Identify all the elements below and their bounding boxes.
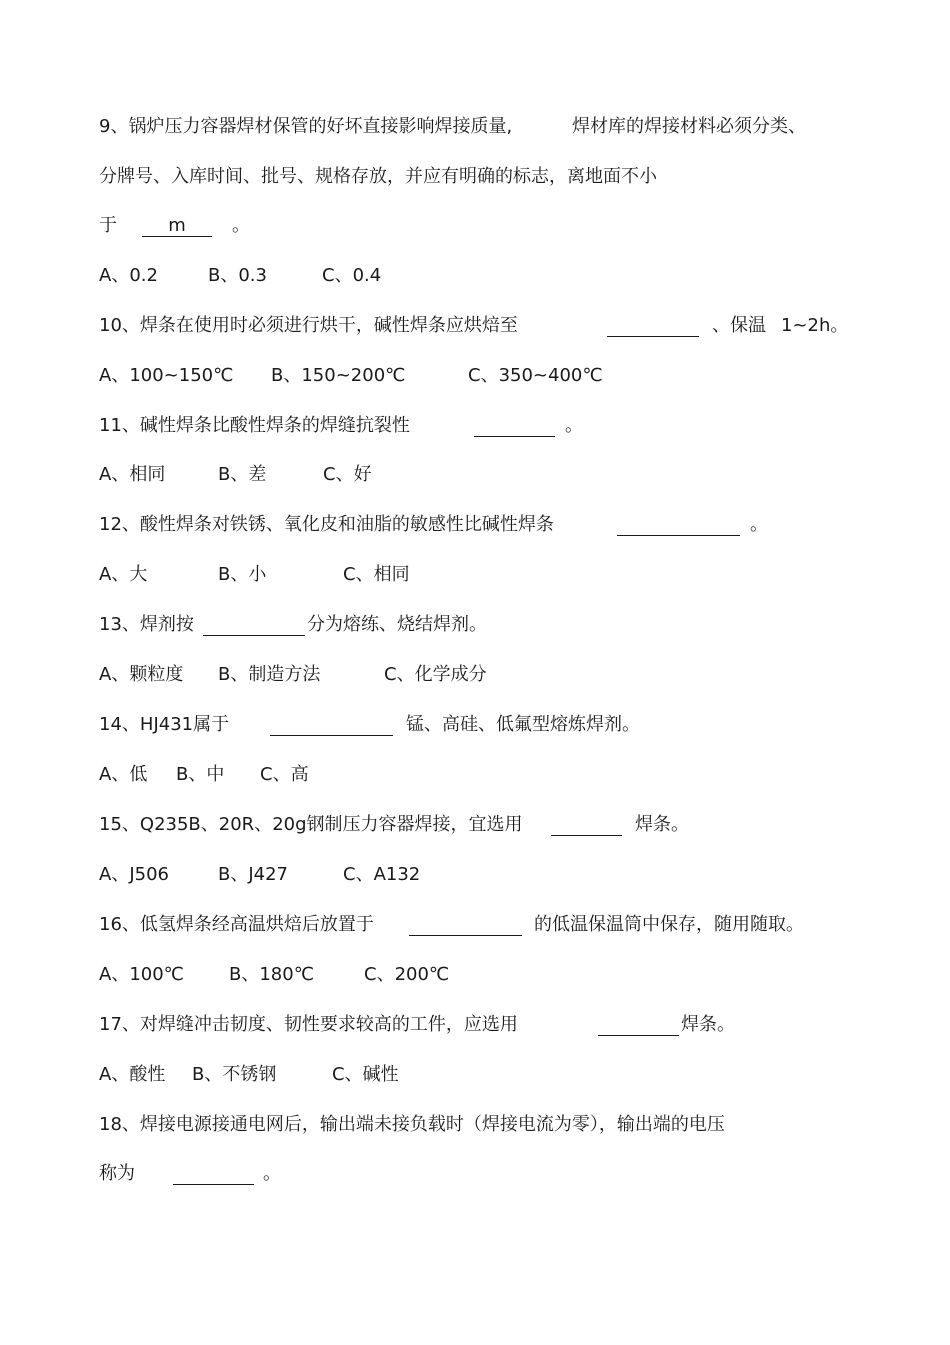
question-15-option-b: B、J427 [218, 864, 289, 885]
question-15-stem-end: 焊条。 [635, 814, 689, 835]
question-18-stem-line-2-end: 。 [263, 1163, 281, 1184]
question-9-option-c: C、0.4 [322, 265, 382, 286]
question-15-option-a: A、J506 [99, 864, 169, 885]
question-14-answer-blank[interactable] [270, 713, 393, 736]
question-17-option-a: A、酸性 [99, 1064, 166, 1085]
question-9-stem-part-1: 9、锅炉压力容器焊材保管的好坏直接影响焊接质量, [99, 116, 513, 137]
question-11-option-c: C、好 [323, 464, 372, 485]
question-11-stem-end: 。 [565, 415, 583, 436]
question-9-option-b: B、0.3 [208, 265, 267, 286]
question-9-option-a: A、0.2 [99, 265, 158, 286]
question-12-option-b: B、小 [218, 564, 267, 585]
question-11-stem-start: 11、碱性焊条比酸性焊条的焊缝抗裂性 [99, 415, 410, 436]
question-13-stem-start: 13、焊剂按 [99, 614, 194, 635]
question-16-stem-end: 的低温保温筒中保存，随用随取。 [534, 914, 804, 935]
question-9-answer-blank[interactable]: m [142, 214, 212, 237]
question-16-option-a: A、100℃ [99, 964, 184, 985]
question-17-stem-start: 17、对焊缝冲击韧度、韧性要求较高的工件，应选用 [99, 1014, 518, 1035]
question-14-stem-end: 锰、高硅、低氟型熔炼焊剂。 [406, 714, 640, 735]
question-9-stem-part-2: 焊材库的焊接材料必须分类、 [572, 116, 806, 137]
question-14-option-a: A、低 [99, 764, 148, 785]
question-12-stem-start: 12、酸性焊条对铁锈、氧化皮和油脂的敏感性比碱性焊条 [99, 514, 554, 535]
question-13-answer-blank[interactable] [203, 613, 305, 636]
question-16-answer-blank[interactable] [409, 913, 522, 936]
question-9-stem-line-3-end: 。 [232, 215, 250, 236]
question-14-option-c: C、高 [260, 764, 309, 785]
question-16-option-b: B、180℃ [229, 964, 314, 985]
question-18-answer-blank[interactable] [173, 1162, 254, 1185]
question-18-stem-line-1: 18、焊接电源接通电网后，输出端未接负载时（焊接电流为零），输出端的电压 [99, 1114, 725, 1135]
question-11-answer-blank[interactable] [474, 414, 555, 437]
question-14-option-b: B、中 [176, 764, 225, 785]
question-10-answer-blank[interactable] [607, 314, 699, 337]
question-10-option-b: B、150~200℃ [271, 365, 406, 386]
question-11-option-b: B、差 [218, 464, 267, 485]
question-16-stem-start: 16、低氢焊条经高温烘焙后放置于 [99, 914, 374, 935]
question-12-stem-end: 。 [750, 514, 768, 535]
question-12-answer-blank[interactable] [617, 513, 740, 536]
question-17-stem-end: 焊条。 [681, 1014, 735, 1035]
question-10-stem-middle: 、保温 [712, 315, 766, 336]
question-15-option-c: C、A132 [343, 864, 421, 885]
question-9-stem-line-2: 分牌号、入库时间、批号、规格存放，并应有明确的标志，离地面不小 [99, 166, 657, 187]
question-10-option-a: A、100~150℃ [99, 365, 234, 386]
question-17-answer-blank[interactable] [598, 1013, 679, 1036]
question-14-stem-start: 14、HJ431属于 [99, 714, 230, 735]
question-17-option-b: B、不锈钢 [192, 1064, 277, 1085]
question-13-option-b: B、制造方法 [218, 664, 321, 685]
question-9-stem-line-3-start: 于 [99, 215, 117, 236]
question-10-stem-start: 10、焊条在使用时必须进行烘干，碱性焊条应烘焙至 [99, 315, 518, 336]
question-11-option-a: A、相同 [99, 464, 166, 485]
question-12-option-a: A、大 [99, 564, 148, 585]
question-15-answer-blank[interactable] [551, 813, 622, 836]
question-12-option-c: C、相同 [343, 564, 410, 585]
question-15-stem-start: 15、Q235B、20R、20g钢制压力容器焊接，宜选用 [99, 814, 523, 835]
question-18-stem-line-2-start: 称为 [99, 1163, 135, 1184]
question-10-option-c: C、350~400℃ [468, 365, 603, 386]
question-10-stem-end: 1~2h。 [781, 315, 849, 336]
question-16-option-c: C、200℃ [364, 964, 450, 985]
question-13-stem-end: 分为熔练、烧结焊剂。 [307, 614, 487, 635]
question-13-option-a: A、颗粒度 [99, 664, 184, 685]
question-17-option-c: C、碱性 [332, 1064, 399, 1085]
question-13-option-c: C、化学成分 [384, 664, 487, 685]
